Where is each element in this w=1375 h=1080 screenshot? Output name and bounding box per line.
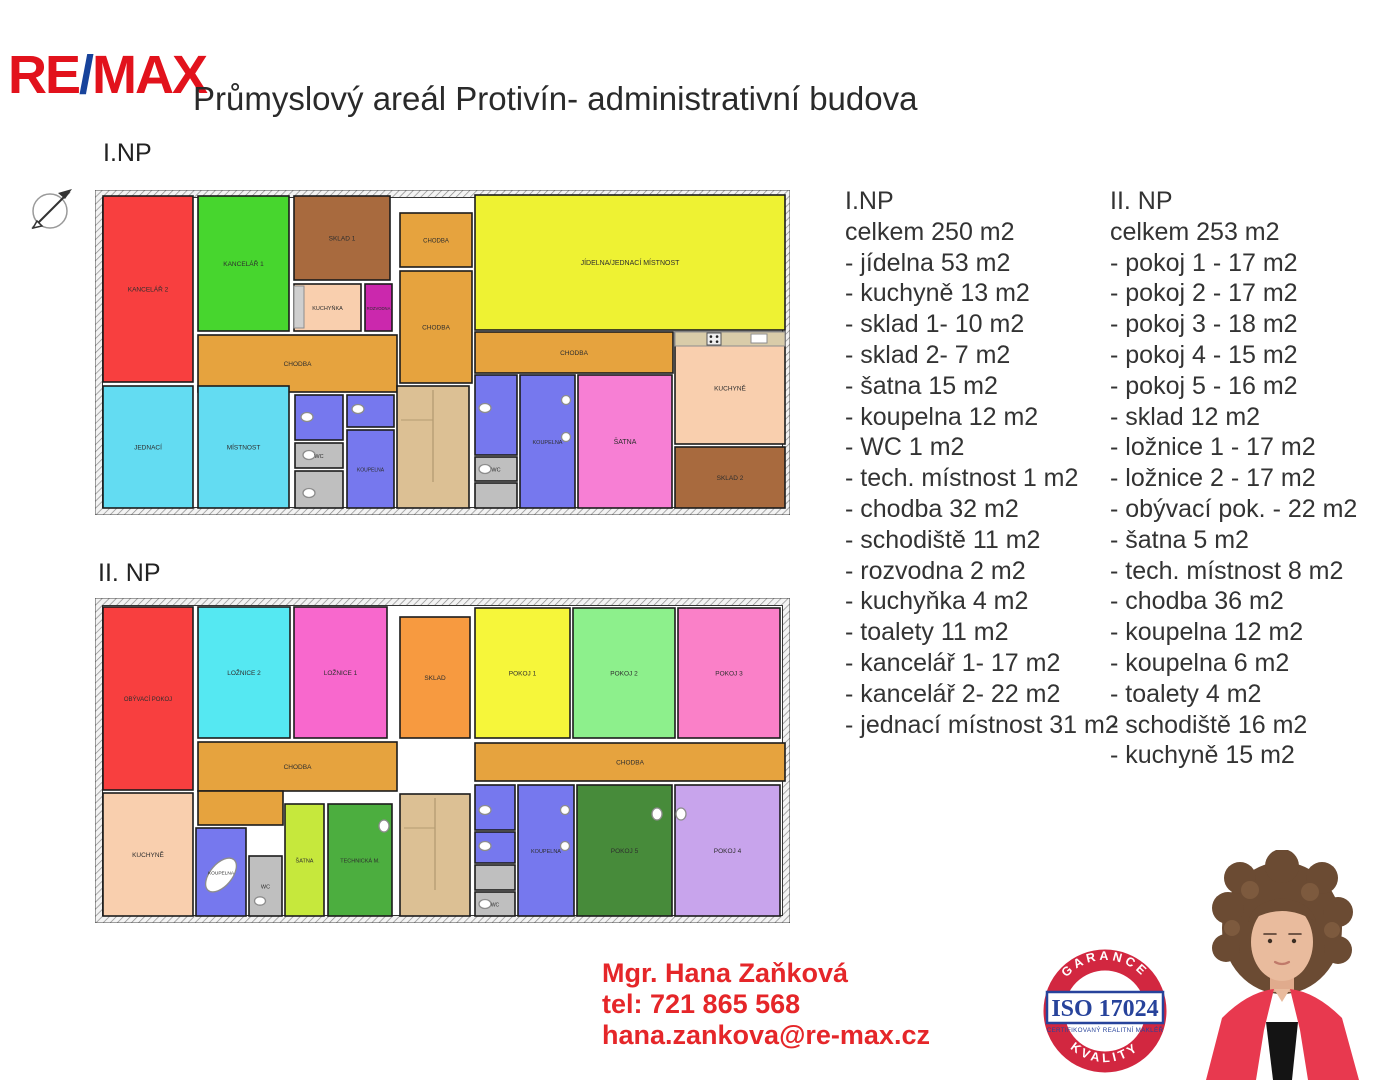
- area-list-item: - schodiště 11 m2: [845, 525, 1041, 554]
- area-list-item: - rozvodna 2 m2: [845, 556, 1026, 585]
- area-list-item: - kancelář 1- 17 m2: [845, 648, 1061, 677]
- area-list-title: II. NP: [1110, 187, 1173, 215]
- area-list-item: - koupelna 12 m2: [1110, 618, 1304, 647]
- area-list-item: - kuchyně 15 m2: [1110, 741, 1295, 770]
- room-label: WC: [490, 902, 500, 909]
- stove-icon: [707, 333, 721, 345]
- fixture-icon: [652, 808, 662, 820]
- room-label: ŠATNA: [613, 439, 637, 446]
- area-list-item: - pokoj 3 - 18 m2: [1110, 310, 1298, 339]
- fixture-icon: [561, 842, 570, 851]
- agent-name: Mgr. Hana Zaňková: [602, 958, 849, 988]
- agent-phone: tel: 721 865 568: [602, 989, 801, 1019]
- fixture-icon: [562, 396, 571, 405]
- fixture-icon: [479, 806, 491, 815]
- room: [198, 791, 283, 825]
- area-list-item: - toalety 11 m2: [845, 618, 1009, 647]
- room-label: POKOJ 5: [610, 848, 639, 855]
- agent-contact: [602, 958, 930, 1051]
- fixture-icon: [303, 489, 315, 498]
- room-label: KOUPELNA: [532, 440, 563, 446]
- room: [475, 483, 517, 508]
- room: [295, 471, 343, 508]
- agent-photo: [1190, 850, 1375, 1080]
- room-label: POKOJ 2: [610, 670, 638, 678]
- room-label: POKOJ 4: [713, 848, 742, 855]
- area-list-item: - pokoj 1 - 17 m2: [1110, 248, 1298, 277]
- fixture-icon: [301, 413, 313, 422]
- fixture-icon: [303, 451, 315, 460]
- area-list-total: celkem 250 m2: [845, 217, 1015, 246]
- badge-subtitle: CERTIFIKOVANÝ REALITNÍ MAKLÉŘ: [1046, 1027, 1164, 1034]
- area-list-item: - pokoj 5 - 16 m2: [1110, 371, 1298, 400]
- fixture-icon: [561, 806, 570, 815]
- floorplan-2np: [95, 598, 790, 923]
- room-label: KOUPELNA: [356, 467, 385, 474]
- area-list-item: - chodba 36 m2: [1110, 587, 1284, 616]
- badge-arc-bottom: KVALITY: [1067, 1039, 1143, 1066]
- room-label: KANCELÁŘ 1: [223, 261, 264, 268]
- room-label: TECHNICKÁ M.: [340, 858, 380, 865]
- area-list-1np: [845, 186, 1125, 740]
- area-list-item: - koupelna 12 m2: [845, 402, 1039, 431]
- area-list-title: I.NP: [845, 187, 894, 215]
- remax-logo-slash: /: [79, 45, 93, 105]
- area-list-item: - pokoj 2 - 17 m2: [1110, 279, 1298, 308]
- room-label: KUCHYNĚ: [132, 852, 164, 859]
- floorplan-1np: [95, 190, 790, 515]
- fixture-icon: [479, 465, 491, 474]
- area-list-item: - toalety 4 m2: [1110, 679, 1262, 708]
- remax-logo: [8, 45, 207, 105]
- room-label: OBÝVACÍ POKOJ: [123, 697, 173, 703]
- room-label: ŠATNA: [295, 858, 314, 865]
- area-list-item: - kuchyňka 4 m2: [845, 587, 1029, 616]
- fixture-icon: [751, 334, 767, 343]
- fixture-icon: [294, 286, 304, 328]
- badge-arc-top: GARANCE: [1058, 948, 1152, 980]
- area-list-item: - pokoj 4 - 15 m2: [1110, 340, 1298, 369]
- room-label: KUCHYŇKA: [312, 306, 343, 312]
- room-label: WC: [314, 454, 324, 460]
- area-list-item: - schodiště 16 m2: [1110, 710, 1308, 739]
- area-list-item: - kancelář 2- 22 m2: [845, 679, 1061, 708]
- agent-email: hana.zankova@re-max.cz: [602, 1020, 930, 1050]
- room-label: CHODBA: [283, 764, 312, 771]
- floor1-label: I.NP: [103, 139, 152, 167]
- fixture-icon: [479, 900, 491, 909]
- area-list-item: - ložnice 1 - 17 m2: [1110, 433, 1316, 462]
- fixture-icon: [479, 842, 491, 851]
- fixture-icon: [676, 808, 686, 820]
- room-label: WC: [260, 884, 271, 891]
- room-label: CHODBA: [422, 324, 450, 332]
- area-list-item: - jídelna 53 m2: [845, 248, 1011, 277]
- room-label: POKOJ 3: [715, 670, 743, 678]
- room-label: POKOJ 1: [508, 670, 537, 678]
- iso-17024-badge: [1030, 948, 1180, 1078]
- area-list-item: - kuchyně 13 m2: [845, 279, 1030, 308]
- floor2-label: II. NP: [98, 559, 161, 587]
- room-label: SKLAD: [424, 675, 446, 682]
- room-label: CHODBA: [283, 361, 312, 368]
- area-list-item: - chodba 32 m2: [845, 494, 1019, 523]
- area-list-item: - šatna 15 m2: [845, 371, 998, 400]
- area-list-item: - jednací místnost 31 m2: [845, 710, 1119, 739]
- room-label: KOUPELNA: [531, 849, 561, 855]
- area-list-item: - obývací pok. - 22 m2: [1110, 494, 1358, 523]
- room-label: JEDNACÍ: [134, 444, 162, 452]
- area-list-item: - šatna 5 m2: [1110, 525, 1249, 554]
- area-list-2np: [1110, 186, 1375, 771]
- room-label: ROZVODNA: [366, 306, 391, 311]
- fixture-icon: [562, 433, 571, 442]
- fixture-icon: [352, 405, 364, 414]
- area-list-item: - WC 1 m2: [845, 433, 965, 462]
- compass-icon: [20, 180, 84, 240]
- area-list-item: - sklad 2- 7 m2: [845, 340, 1011, 369]
- area-list-item: - sklad 1- 10 m2: [845, 310, 1025, 339]
- room-label: LOŽNICE 1: [323, 670, 358, 677]
- area-list-item: - sklad 12 m2: [1110, 402, 1261, 431]
- room-label: JÍDELNA/JEDNACÍ MÍSTNOST: [580, 260, 680, 267]
- page-title: Průmyslový areál Protivín- administrativní budova: [193, 80, 918, 117]
- room-label: WC: [491, 467, 501, 474]
- area-list-item: - tech. místnost 8 m2: [1110, 556, 1344, 585]
- room-label: SKLAD 1: [328, 235, 356, 243]
- floorplan-svg: [95, 190, 790, 515]
- room-label: SKLAD 2: [716, 475, 744, 482]
- remax-logo-max: MAX: [92, 45, 207, 105]
- room-label: LOŽNICE 2: [227, 670, 261, 677]
- room-label: MÍSTNOST: [226, 444, 261, 452]
- fixture-icon: [479, 404, 491, 413]
- room-label: KOUPELNA: [207, 871, 235, 877]
- room-label: KANCELÁŘ 2: [127, 286, 169, 294]
- fixture-icon: [675, 332, 785, 346]
- room-label: CHODBA: [560, 350, 588, 357]
- room-label: CHODBA: [616, 759, 644, 767]
- area-list-item: - koupelna 6 m2: [1110, 648, 1290, 677]
- area-list-item: - tech. místnost 1 m2: [845, 464, 1079, 493]
- area-list-item: - ložnice 2 - 17 m2: [1110, 464, 1316, 493]
- floorplan-svg: [95, 598, 790, 923]
- room: [475, 375, 517, 455]
- room-label: KUCHYNĚ: [714, 385, 746, 393]
- fixture-icon: [379, 820, 389, 832]
- room-label: CHODBA: [423, 238, 449, 245]
- fixture-icon: [255, 897, 266, 905]
- area-list-total: celkem 253 m2: [1110, 217, 1280, 246]
- badge-iso-text: ISO 17024: [1051, 996, 1159, 1022]
- room: [475, 865, 515, 890]
- remax-logo-re: RE: [8, 45, 80, 105]
